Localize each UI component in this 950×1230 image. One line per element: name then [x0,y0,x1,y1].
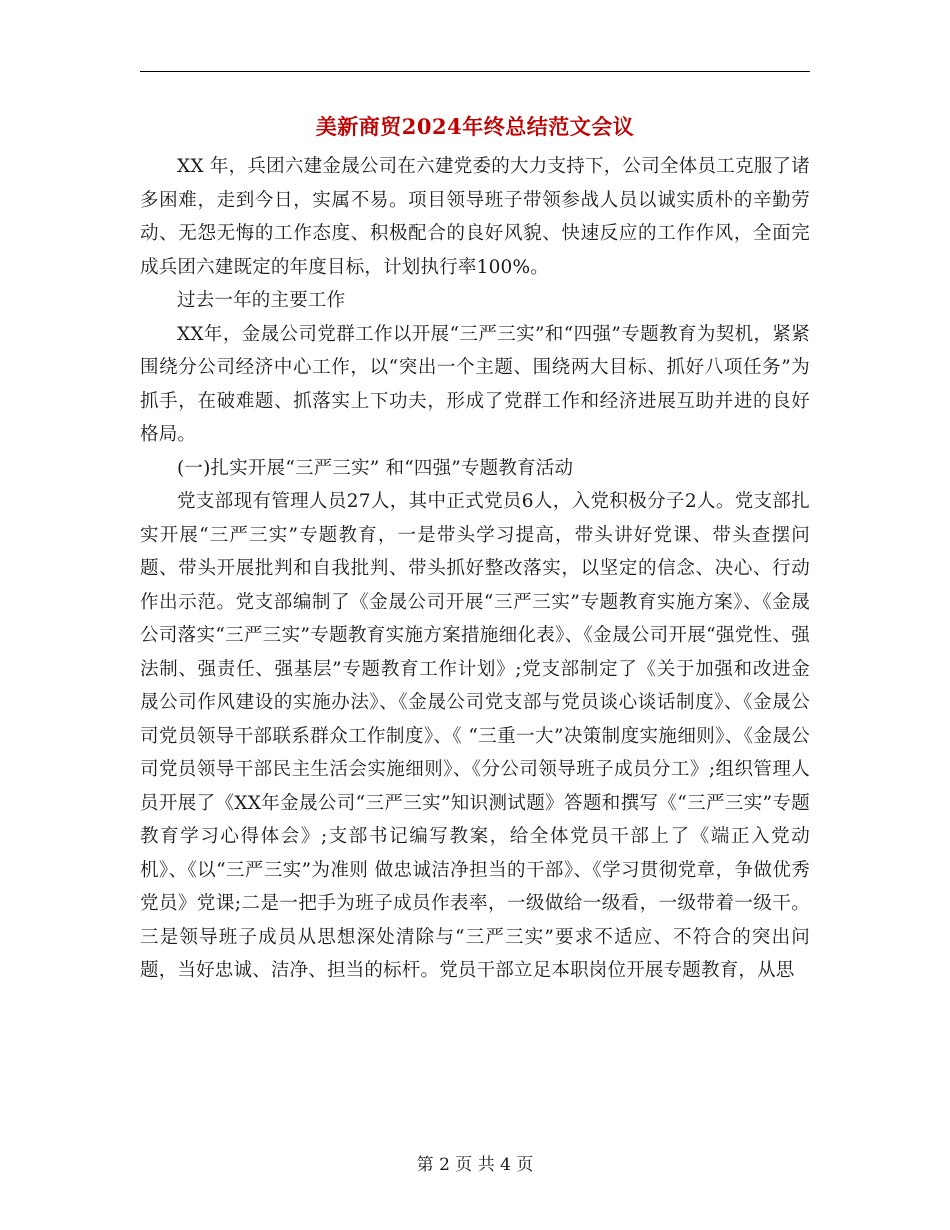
section-heading-main-work: 过去一年的主要工作 [177,290,346,311]
document-title: 美新商贸2024年终总结范文会议 [315,114,635,139]
subsection-heading-education: (一)扎实开展“三严三实” 和“四强”专题教育活动 [177,457,574,479]
document-body [140,150,810,988]
paragraph-intro: XX 年，兵团六建金晟公司在六建党委的大力支持下，公司全体员工克服了诸多困难，走到今日，实属不易。项目领导班子带领参战人员以诚实质朴的辛勤劳动、无怨无悔的工作态度、积极配合的良好风貌、快速反应的工作作风，全面完成兵团六建既定的年度目标，计划执行率100%。 [140,156,810,278]
header-rule [140,71,810,72]
paragraph-party-branch-details: 党支部现有管理人员27人，其中正式党员6人，入党积极分子2人。党支部扎实开展“三严三实”专题教育，一是带头学习提高，带头讲好党课、带头查摆问题、带头开展批判和自我批判、带头抓好整改落实，以坚定的信念、决心、行动作出示范。党支部编制了《金晟公司开展“三严三实”专题教育实施方案》、《金晟公司落实“三严三实”专题教育实施方案措施细化表》、《金晟公司开展“强党性、强法制、强责任、强基层”专题教育工作计划》;党支部制定了《关于加强和改进金晟公司作风建设的实施办法》、《金晟公司党支部与党员谈心谈话制度》、《金晟公司党员领导干部联系群众工作制度》、《 “三重一大”决策制度实施细则》、《金晟公司党员领导干部民主生活会实施细则》、《分公司领导班子成员分工》;组织管理人员开展了《XX年金晟公司“三严三实”知识测试题》答题和撰写《“三严三实”专题教育学习心得体会》;支部书记编写教案，给全体党员干部上了《端正入党动机》、《以“三严三实”为准则 做忠诚洁净担当的干部》、《学习贯彻党章，争做优秀党员》党课;二是一把手为班子成员作表率，一级做给一级看，一级带着一级干。三是领导班子成员从思想深处清除与“三严三实”要求不适应、不符合的突出问题，当好忠诚、洁净、担当的标杆。党员干部立足本职岗位开展专题教育，从思 [140,491,810,981]
page-number-footer: 第 2 页 共 4 页 [416,1155,534,1175]
paragraph-party-work-overview: XX年，金晟公司党群工作以开展“三严三实”和“四强”专题教育为契机，紧紧围绕分公司经济中心工作，以“突出一个主题、围绕两大目标、抓好八项任务”为抓手，在破难题、抓落实上下功夫，形成了党群工作和经济进展互助并进的良好格局。 [140,323,810,445]
